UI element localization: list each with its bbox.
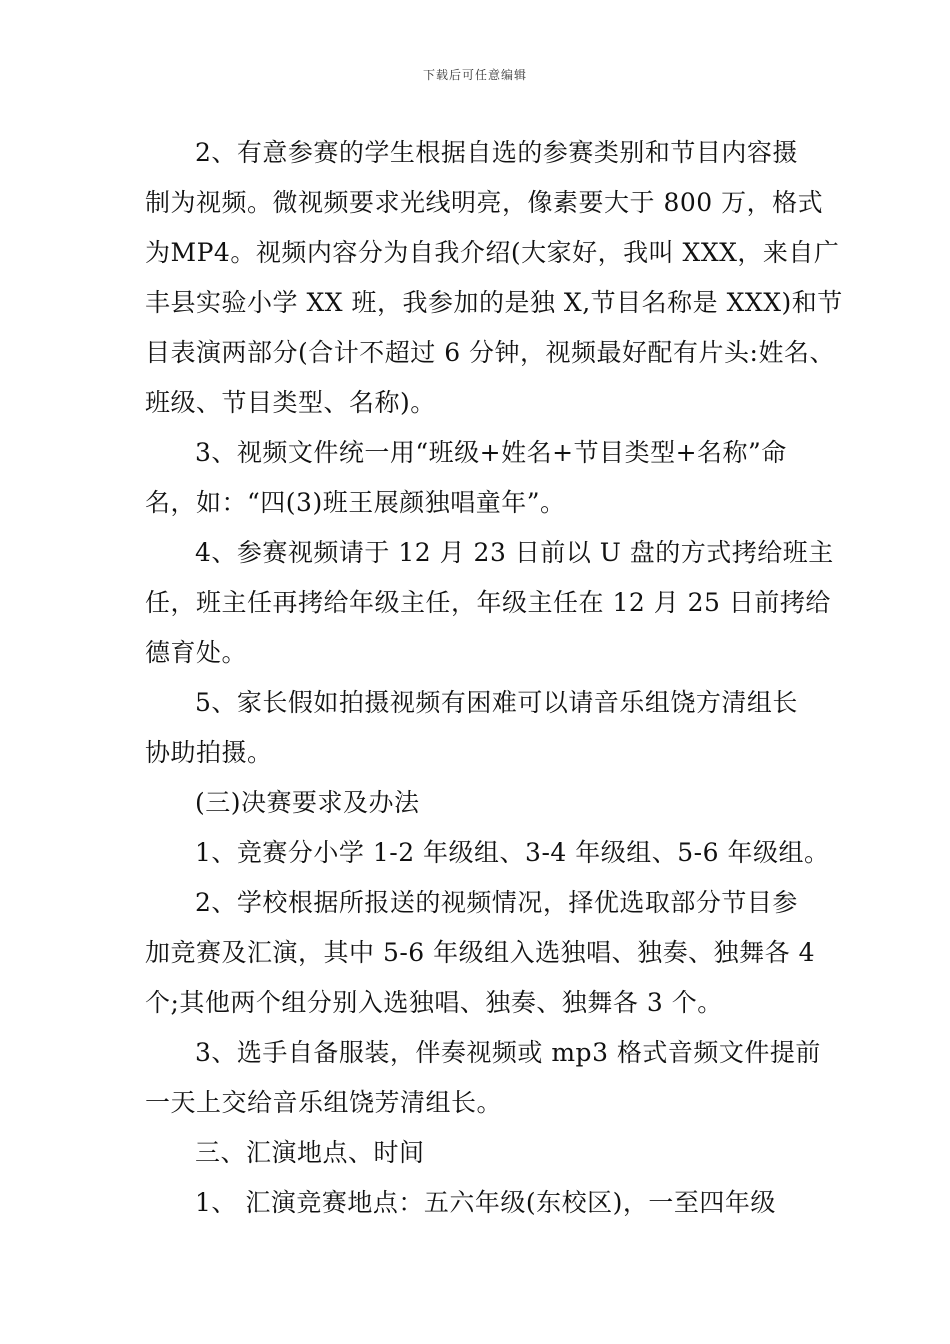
text-line: 2、学校根据所报送的视频情况，择优选取部分节目参 (195, 888, 798, 917)
text-line: 名，如：“四(3)班王展颜独唱童年”。 (145, 488, 566, 517)
text-line: 4、参赛视频请于 12 月 23 日前以 U 盘的方式拷给班主 (195, 538, 834, 567)
text-line: 1、竞赛分小学 1-2 年级组、3-4 年级组、5-6 年级组。 (195, 838, 830, 867)
text-line: 2、有意参赛的学生根据自选的参赛类别和节目内容摄 (195, 138, 798, 167)
text-line: 5、家长假如拍摄视频有困难可以请音乐组饶方清组长 (195, 688, 798, 717)
text-line: 一天上交给音乐组饶芳清组长。 (145, 1088, 503, 1117)
text-line: 班级、节目类型、名称)。 (145, 388, 436, 417)
text-line: 1、 汇演竞赛地点：五六年级(东校区)，一至四年级 (195, 1188, 776, 1217)
text-line: 目表演两部分(合计不超过 6 分钟，视频最好配有片头:姓名、 (145, 338, 835, 367)
text-line: 为MP4。视频内容分为自我介绍(大家好，我叫 XXX，来自广 (145, 238, 840, 267)
text-line: 协助拍摄。 (145, 738, 273, 767)
text-line: 德育处。 (145, 638, 248, 667)
text-line: 丰县实验小学 XX 班，我参加的是独 X,节目名称是 XXX)和节 (145, 288, 843, 317)
text-line: 个;其他两个组分别入选独唱、独奏、独舞各 3 个。 (145, 988, 723, 1017)
text-line: 加竞赛及汇演，其中 5-6 年级组入选独唱、独奏、独舞各 4 (145, 938, 816, 967)
section-heading: (三)决赛要求及办法 (195, 788, 420, 817)
page-header-note: 下载后可任意编辑 (422, 68, 527, 82)
text-line: 3、选手自备服装，伴奏视频或 mp3 格式音频文件提前 (195, 1038, 821, 1067)
document-body (145, 128, 843, 1228)
text-line: 任，班主任再拷给年级主任，年级主任在 12 月 25 日前拷给 (145, 588, 831, 617)
section-heading: 三、汇演地点、时间 (195, 1138, 425, 1167)
text-line: 制为视频。微视频要求光线明亮，像素要大于 800 万，格式 (145, 188, 824, 217)
text-line: 3、视频文件统一用“班级+姓名+节目类型+名称”命 (195, 438, 787, 467)
